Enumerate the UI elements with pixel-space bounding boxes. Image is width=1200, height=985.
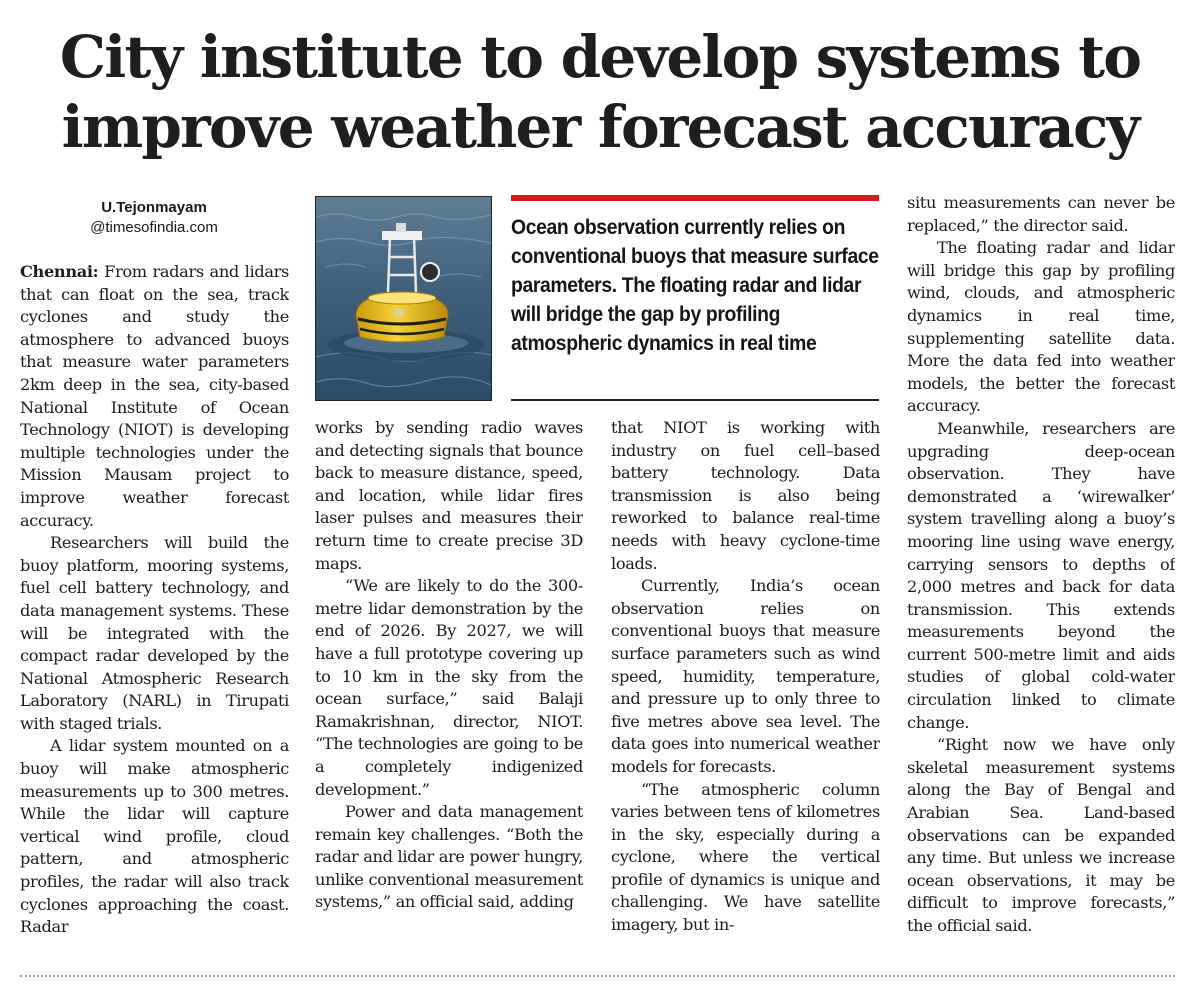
dateline: Chennai: — [20, 262, 99, 281]
article-paragraph: Meanwhile, researchers are upgrading deep-ocean observation. They have demonstrated a ‘wirewalker’ system travelling along a buoy’s mooring line using wave energy, carrying sensors to depths of 2,000 metres and back for data transmission. This extends measurements beyond the current 500-metre limit and aids studies of global cold-water circulation linked to climate change. — [907, 418, 1175, 732]
byline — [20, 198, 288, 238]
article-column-3 — [611, 417, 880, 962]
article-paragraph: Chennai: From radars and lidars that can float on the sea, track cyclones and study the atmosphere to advanced buoys that measure water parameters 2km deep in the sea, city-based National Institute of Ocean Technology (NIOT) is developing multiple technologies under the Mission Mausam project to improve weather forecast accuracy. — [20, 262, 289, 530]
article-paragraph: “The atmospheric column varies between tens of kilometres in the sky, especially during a cyclone, where the vertical profile of dynamics is unique and challenging. We have satellite imagery, but in- — [611, 779, 880, 935]
buoy-photo — [315, 196, 492, 401]
byline-author: U.Tejonmayam — [101, 199, 207, 216]
article-paragraph: Researchers will build the buoy platform, mooring systems, fuel cell battery technology, and data management systems. These will be integrated with the compact radar developed by the National Atmospheric Research Laboratory (NARL) in Tirupati with staged trials. — [20, 533, 289, 733]
article-paragraph: A lidar system mounted on a buoy will make atmospheric measurements up to 300 metres. While the lidar will capture vertical wind profile, cloud pattern, and atmospheric profiles, the radar will also track cyclones approaching the coast. Radar — [20, 736, 289, 937]
article-paragraph: Currently, India’s ocean observation relies on conventional buoys that measure surface parameters such as wind speed, humidity, temperature, and pressure up to only three to five metres above sea level. The data goes into numerical weather models for forecasts. — [611, 576, 880, 776]
article-column-1 — [20, 261, 289, 961]
article-paragraph: Power and data management remain key challenges. “Both the radar and lidar are power hungry, unlike conventional measurement systems,” an official said, adding — [315, 802, 583, 912]
pullquote-top-rule — [511, 195, 879, 201]
article-paragraph: “We are likely to do the 300-metre lidar demonstration by the end of 2026. By 2027, we will have a full prototype covering up to 10 km in the sky from the ocean surface,” said Balaji Ramakrishnan, director, NIOT. “The technologies are going to be a completely indigenized development.” — [315, 576, 583, 799]
article-paragraph: The floating radar and lidar will bridge this gap by profiling wind, clouds, and atmospheric dynamics in real time, supplementing satellite data. More the data fed into weather models, the better the forecast accuracy. — [907, 238, 1175, 416]
article-column-4 — [907, 192, 1175, 962]
byline-handle: @timesofindia.com — [90, 219, 218, 236]
article-paragraph: “Right now we have only skeletal measurement systems along the Bay of Bengal and Arabian Sea. Land-based observations can be expanded any time. But unless we increase ocean observations, it may be difficult to improve forecasts,” the official said. — [907, 735, 1175, 935]
headline-line-2: improve weather forecast accuracy — [61, 93, 1139, 161]
article-paragraph: situ measurements can never be replaced,” the director said. — [907, 193, 1175, 235]
buoy-image — [316, 197, 491, 400]
footer-divider — [20, 975, 1175, 977]
pullquote-bottom-rule — [511, 399, 879, 401]
headline — [20, 22, 1180, 162]
article-column-2 — [315, 417, 583, 962]
headline-line-1: City institute to develop systems to — [59, 23, 1141, 91]
article-paragraph: works by sending radio waves and detecting signals that bounce back to measure distance, speed, and location, while lidar fires laser pulses and measures their return time to create precise 3D maps. — [315, 418, 583, 573]
article-paragraph: that NIOT is working with industry on fuel cell–based battery technology. Data transmission is also being reworked to balance real-time needs with heavy cyclone-time loads. — [611, 418, 880, 573]
pullquote: Ocean observation currently relies on conventional buoys that measure surface parameters. The floating radar and lidar will bridge the gap by profiling atmospheric dynamics in real time — [511, 215, 879, 355]
